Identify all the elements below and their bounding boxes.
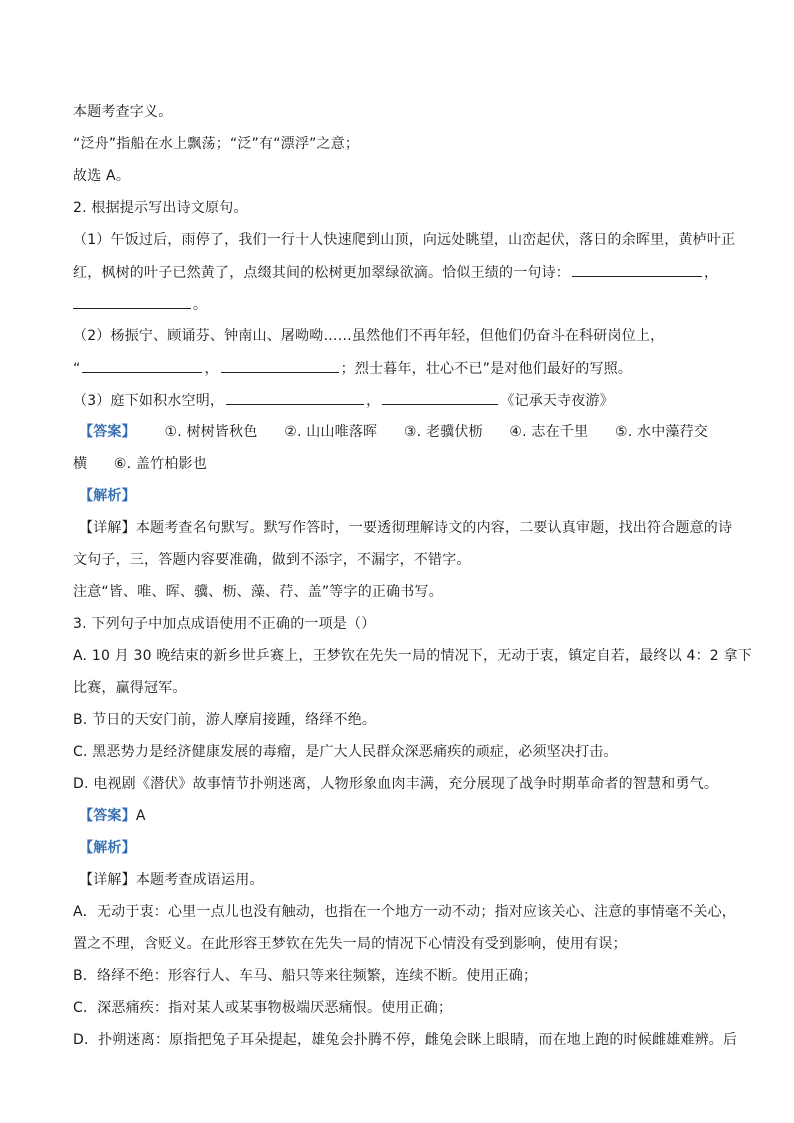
- answer-blank: [221, 358, 339, 373]
- option-b: B. 节日的天安门前，游人摩肩接踵，络绎不绝。: [73, 712, 377, 728]
- text-segment: 《记承天寺夜游》: [500, 393, 614, 409]
- analysis-heading: 【解析】: [79, 840, 136, 856]
- question-2-stem: 2. 根据提示写出诗文原句。: [73, 200, 248, 216]
- text-line: 文句子，三，答题内容要准确，做到不添字，不漏字，不错字。: [73, 552, 471, 568]
- text-line: A．无动于衷：心里一点儿也没有触动，也指在一个地方一动不动；指对应该关心、注意的事情毫不关心，: [73, 904, 736, 920]
- answer-blank: [382, 390, 498, 405]
- text-line: [73, 294, 207, 315]
- text-segment: 红，枫树的叶子已然黄了，点缀其间的松树更加翠绿欲滴。恰似王绩的一句诗：: [73, 265, 570, 281]
- option-c: C. 黑恶势力是经济健康发展的毒瘤，是广大人民群众深恶痛疾的顽症，必须坚决打击。: [73, 744, 618, 760]
- text-segment: 本题考查名句默写。默写作答时，一要透彻理解诗文的内容，二要认真审题，找出符合题意的诗: [135, 520, 733, 536]
- text-segment: （3）庭下如积水空明，: [73, 393, 225, 409]
- analysis-heading: 【解析】: [79, 488, 136, 504]
- answer-item: ⑥. 盖竹柏影也: [113, 456, 207, 472]
- answer-line: [73, 454, 207, 474]
- text-line: 故选 A。: [73, 168, 131, 184]
- text-line: （2）杨振宁、顾诵芬、钟南山、屠呦呦……虽然他们不再年轻，但他们仍奋斗在科研岗位上，: [73, 328, 665, 344]
- text-line: [73, 390, 614, 411]
- option-d: D. 电视剧《潜伏》故事情节扑朔迷离，人物形象血肉丰满，充分展现了战争时期革命者的智慧和勇气。: [73, 776, 719, 792]
- text-line: B．络绎不绝：形容行人、车马、船只等来往频繁，连续不断。使用正确；: [73, 968, 538, 984]
- text-line: [73, 358, 632, 379]
- text-line: [73, 262, 718, 283]
- text-line: 置之不理，含贬义。在此形容王梦钦在先失一局的情况下心情没有受到影响，使用有误；: [73, 936, 627, 952]
- text-line: “泛舟”指船在水上飘荡；“泛”有“漂浮”之意；: [73, 136, 360, 152]
- answer-blank: [572, 262, 702, 277]
- answer-item: ⑤. 水中藻荇交: [614, 424, 708, 440]
- answer-tag: 【答案】: [79, 424, 136, 440]
- answer-item: 横: [73, 456, 88, 472]
- detail-line: [79, 518, 732, 538]
- text-line: 本题考查字义。: [73, 104, 173, 120]
- answer-blank: [82, 358, 202, 373]
- detail-tag: 【详解】: [79, 872, 136, 888]
- answer-tag: 【答案】: [79, 808, 136, 824]
- text-segment: ，: [704, 265, 719, 281]
- answer-item: ①. 树树皆秋色: [164, 424, 258, 440]
- detail-line: [79, 870, 264, 890]
- text-line: 注意“皆、唯、晖、骥、枥、藻、荇、盖”等字的正确书写。: [73, 584, 443, 600]
- text-segment: ，: [204, 361, 219, 377]
- text-line: D．扑朔迷离：原指把兔子耳朵提起，雄兔会扑腾不停，雌兔会眯上眼睛，而在地上跑的时候雌雄难辨。后: [73, 1032, 738, 1048]
- answer-line: [79, 806, 146, 826]
- text-segment: ，: [366, 393, 381, 409]
- answer-blank: [226, 390, 364, 405]
- answer-value: A: [135, 808, 146, 824]
- text-line: C．深恶痛疾：指对某人或某事物极端厌恶痛恨。使用正确；: [73, 1000, 453, 1016]
- option-a-cont: 比赛，赢得冠军。: [73, 680, 187, 696]
- answer-item: ③. 老骥伏枥: [403, 424, 483, 440]
- text-segment: “: [73, 361, 81, 377]
- answer-item: ④. 志在千里: [509, 424, 589, 440]
- text-line: （1）午饭过后，雨停了，我们一行十人快速爬到山顶，向远处眺望，山峦起伏，落日的余晖里，黄栌叶正: [73, 232, 736, 248]
- text-segment: 。: [193, 297, 208, 313]
- question-3-stem: 3. 下列句子中加点成语使用不正确的一项是（）: [73, 616, 376, 632]
- answer-blank: [73, 294, 191, 309]
- detail-tag: 【详解】: [79, 520, 136, 536]
- answer-line: [79, 422, 708, 442]
- text-segment: ；烈士暮年，壮心不已”是对他们最好的写照。: [340, 361, 633, 377]
- answer-item: ②. 山山唯落晖: [284, 424, 378, 440]
- option-a: A. 10 月 30 晚结束的新乡世乒赛上，王梦钦在先失一局的情况下，无动于衷，镇定自若，最终以 4：2 拿下: [73, 648, 752, 664]
- text-segment: 本题考查成语运用。: [135, 872, 264, 888]
